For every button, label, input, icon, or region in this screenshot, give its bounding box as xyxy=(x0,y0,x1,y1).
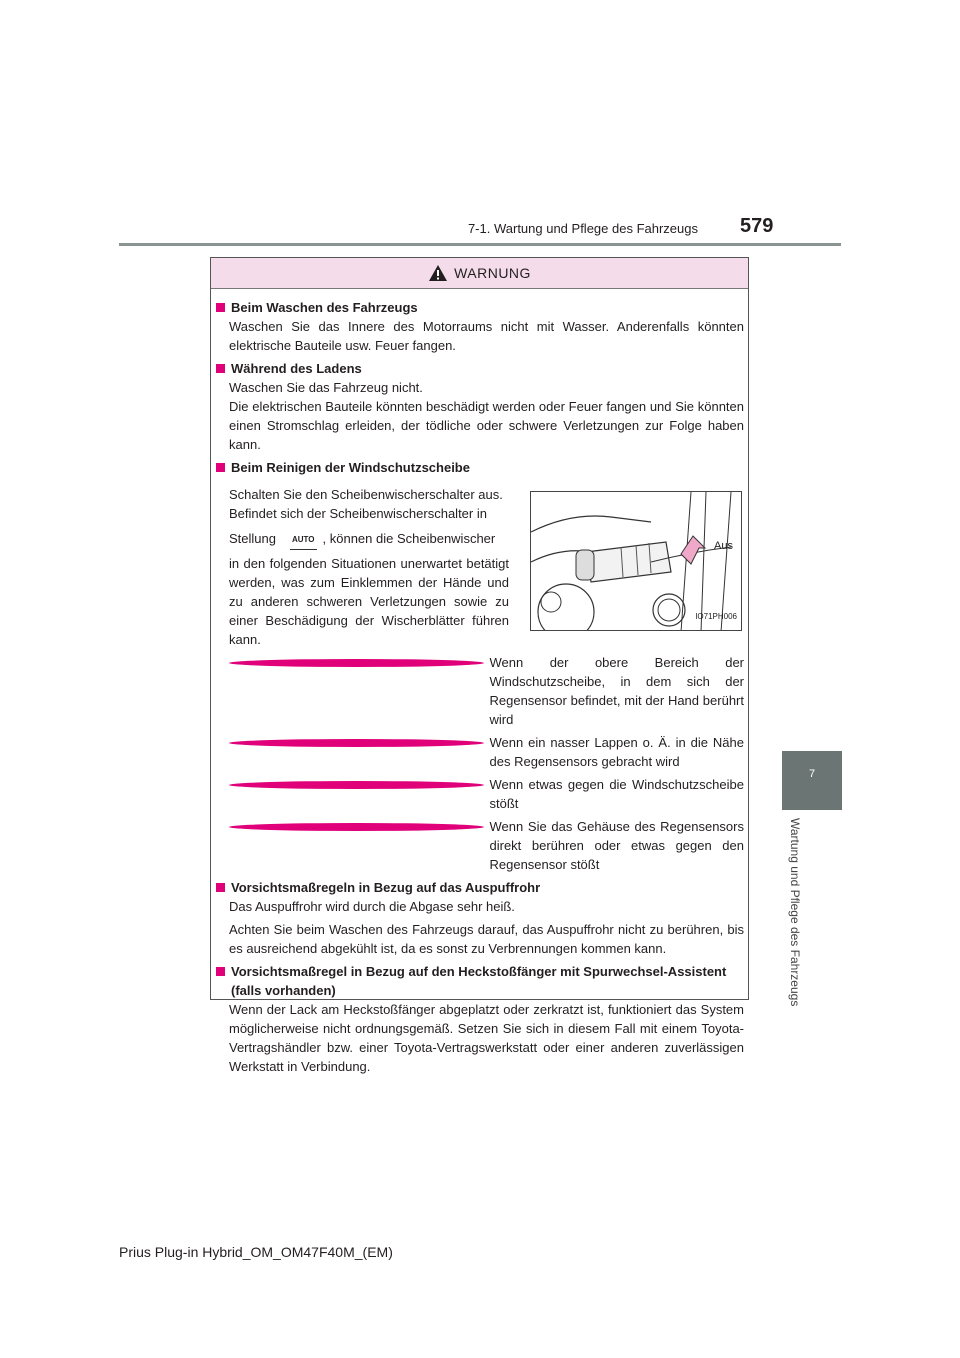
warning-box xyxy=(210,257,749,1074)
section-heading: Vorsichtsmaßregel in Bezug auf den Heckstoßfänger mit Spurwechsel-Assistent (falls vorhanden) xyxy=(231,963,727,998)
list-item: Wenn der obere Bereich der Windschutzscheibe, in dem sich der Regensensor befindet, mit der Hand berührt wird xyxy=(229,653,744,729)
figure-code: IO71PH006 xyxy=(695,612,737,621)
round-bullet-icon xyxy=(229,823,484,831)
section-heading: Während des Ladens xyxy=(231,361,362,376)
paragraph xyxy=(229,529,509,550)
round-bullet-icon xyxy=(229,781,484,789)
square-bullet-icon xyxy=(216,883,225,892)
paragraph: Waschen Sie das Fahrzeug nicht. xyxy=(229,380,423,395)
chapter-tab: 7 xyxy=(782,751,842,810)
figure-label: Aus xyxy=(714,540,733,552)
footer-text: Prius Plug-in Hybrid_OM_OM47F40M_(EM) xyxy=(119,1244,393,1260)
wiper-switch-figure xyxy=(530,491,742,631)
section-bumper xyxy=(216,962,744,1076)
square-bullet-icon xyxy=(216,967,225,976)
paragraph: in den folgenden Situationen unerwartet betätigt werden, was zum Einklemmen der Hände und zu anderen schweren Verletzungen sowie zu einer Beschädigung der Wischerblätter führen kann. xyxy=(229,555,509,647)
paragraph: Schalten Sie den Scheibenwischerschalter aus. xyxy=(229,487,503,502)
page-number: 579 xyxy=(740,215,774,237)
section-heading: Beim Reinigen der Windschutzscheibe xyxy=(231,460,470,475)
paragraph: Wenn der Lack am Heckstoßfänger abgeplatzt oder zerkratzt ist, funktioniert das System möglicherweise nicht ordnungsgemäß. Setzen Sie sich in diesem Fall mit einem Toyota-Vertragshändler bzw. einer Toyota-Vertragswerkstatt oder einer anderen zuverlässigen Werkstatt in Verbindung. xyxy=(229,1001,744,1074)
paragraph: Die elektrischen Bauteile könnten beschädigt werden oder Feuer fangen und Sie könnten einen Stromschlag erleiden, der tödliche oder schwere Verletzungen zur Folge haben kann. xyxy=(229,399,744,452)
section-exhaust xyxy=(216,878,744,958)
warning-header xyxy=(211,258,748,289)
section-windshield xyxy=(216,458,744,874)
paragraph: Das Auspuffrohr wird durch die Abgase sehr heiß. xyxy=(229,898,515,914)
square-bullet-icon xyxy=(216,303,225,312)
warning-content xyxy=(216,298,744,1080)
warning-title: WARNUNG xyxy=(454,265,531,281)
section-charging xyxy=(216,359,744,454)
section-washing xyxy=(216,298,744,355)
section-heading: Vorsichtsmaßregeln in Bezug auf das Auspuffrohr xyxy=(231,879,541,895)
text-fragment: Stellung xyxy=(229,531,276,546)
chapter-side-title: Wartung und Pflege des Fahrzeugs xyxy=(788,818,802,1007)
round-bullet-icon xyxy=(229,659,484,667)
warning-triangle-icon xyxy=(428,264,448,282)
paragraph: Befindet sich der Scheibenwischerschalter in xyxy=(229,506,487,521)
text-fragment: , können die Scheibenwischer xyxy=(322,531,496,546)
list-item: Wenn etwas gegen die Windschutzscheibe stößt xyxy=(229,775,744,813)
section-title: 7-1. Wartung und Pflege des Fahrzeugs xyxy=(467,221,698,236)
square-bullet-icon xyxy=(216,463,225,472)
paragraph: Waschen Sie das Innere des Motorraums nicht mit Wasser. Anderenfalls könnten elektrische Bauteile usw. Feuer fangen. xyxy=(229,319,744,353)
square-bullet-icon xyxy=(216,364,225,373)
paragraph: Achten Sie beim Waschen des Fahrzeugs darauf, das Auspuffrohr nicht zu berühren, bis es ausreichend abgekühlt ist, da es sonst zu Verbrennungen kommen kann. xyxy=(229,921,744,956)
auto-position-icon: AUTO xyxy=(290,530,317,550)
header-rule xyxy=(119,243,841,246)
list-item: Wenn ein nasser Lappen o. Ä. in die Nähe des Regensensors gebracht wird xyxy=(229,733,744,771)
section-heading: Beim Waschen des Fahrzeugs xyxy=(231,300,418,315)
list-item: Wenn Sie das Gehäuse des Regensensors direkt berühren oder etwas gegen den Regensensor stößt xyxy=(229,817,744,874)
round-bullet-icon xyxy=(229,739,484,747)
